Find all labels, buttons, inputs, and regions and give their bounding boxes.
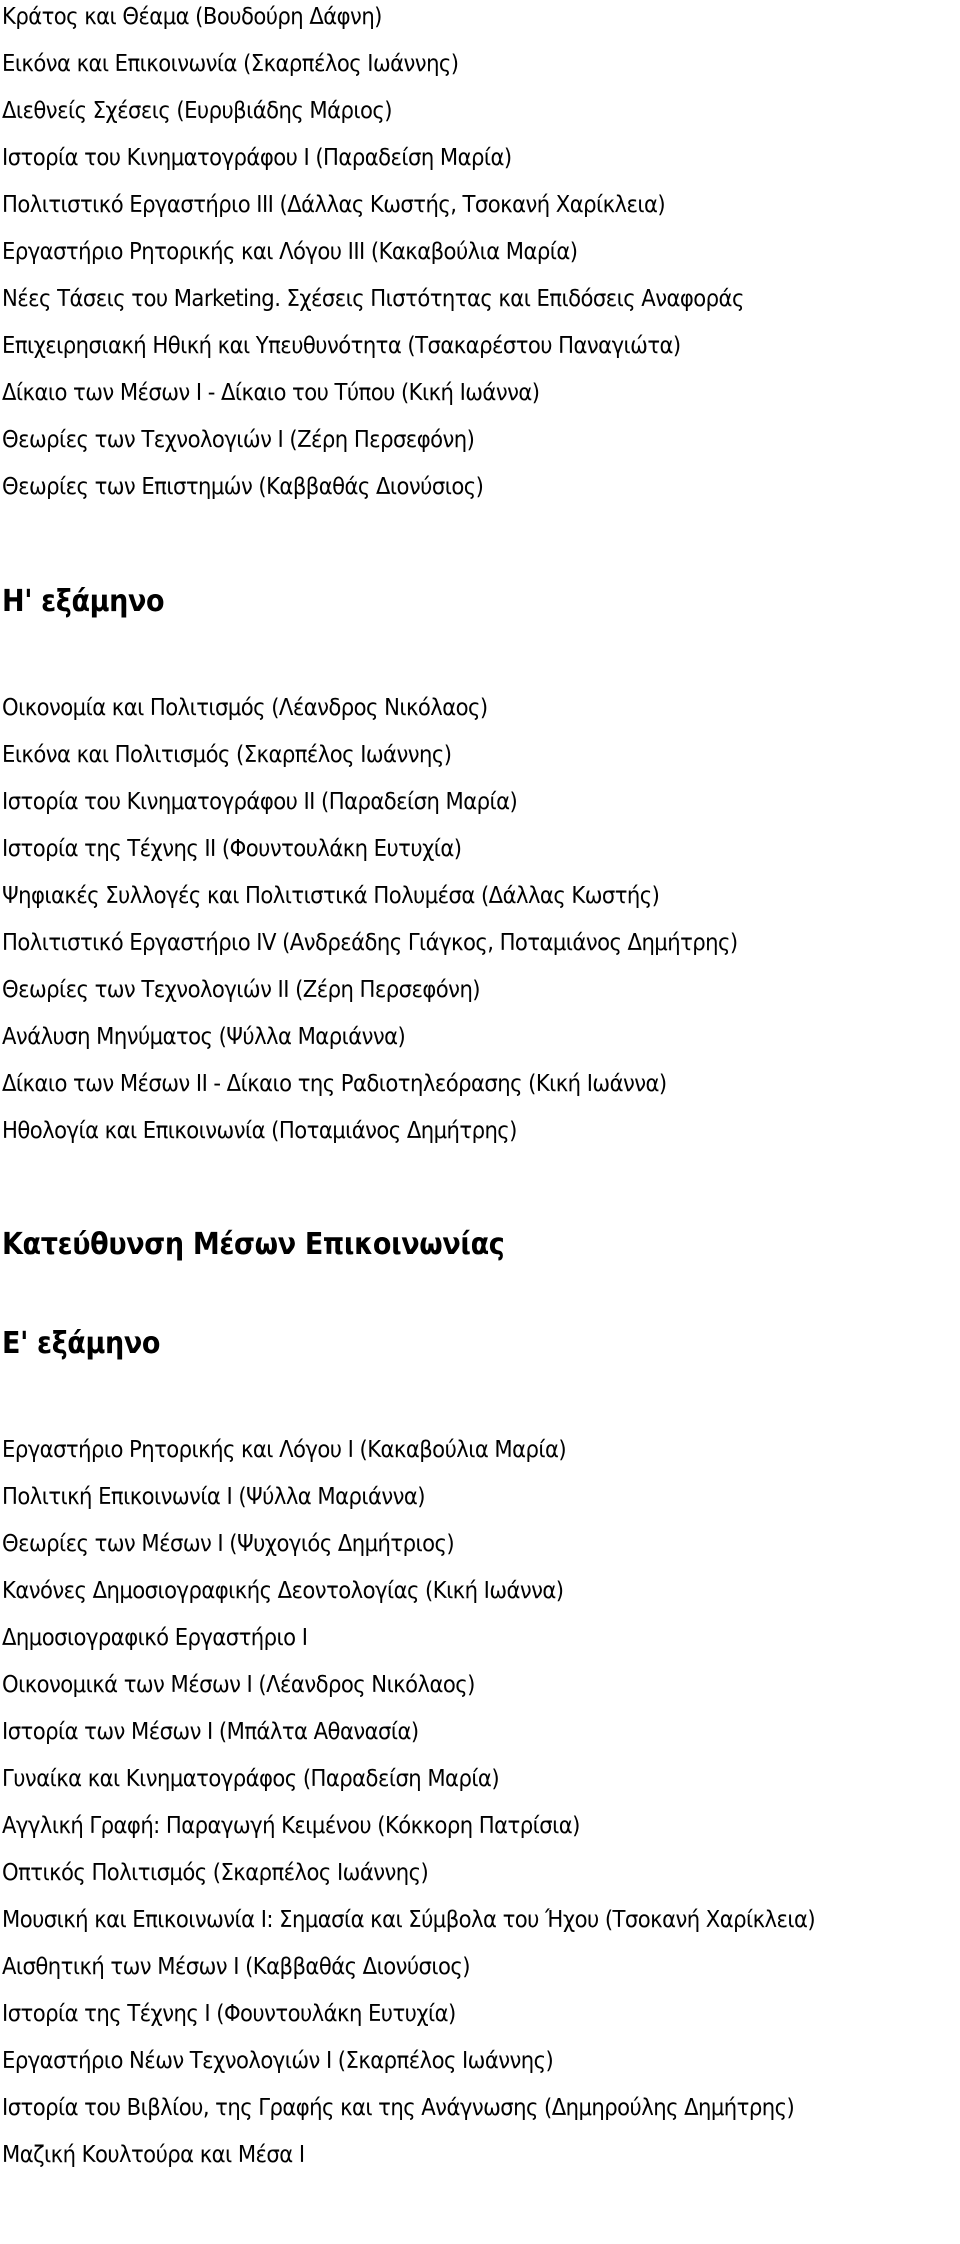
course-item: Ιστορία της Τέχνης ΙΙ (Φουντουλάκη Ευτυχία) [2, 836, 462, 862]
course-item: Πολιτιστικό Εργαστήριο IV (Ανδρεάδης Γιάγκος, Ποταμιάνος Δημήτρης) [2, 930, 738, 956]
course-item: Οικονομία και Πολιτισμός (Λέανδρος Νικόλαος) [2, 695, 488, 721]
course-item: Θεωρίες των Τεχνολογιών Ι (Ζέρη Περσεφόνη) [2, 427, 475, 453]
course-item: Επιχειρησιακή Ηθική και Υπευθυνότητα (Τσακαρέστου Παναγιώτα) [2, 333, 681, 359]
course-item: Ιστορία του Κινηματογράφου Ι (Παραδείση Μαρία) [2, 145, 512, 171]
course-item: Κανόνες Δημοσιογραφικής Δεοντολογίας (Κική Ιωάννα) [2, 1578, 564, 1604]
course-item: Γυναίκα και Κινηματογράφος (Παραδείση Μαρία) [2, 1766, 500, 1792]
semester-heading: Η' εξάμηνο [2, 584, 165, 619]
course-item: Εργαστήριο Ρητορικής και Λόγου Ι (Κακαβούλια Μαρία) [2, 1437, 567, 1463]
course-item: Ψηφιακές Συλλογές και Πολιτιστικά Πολυμέσα (Δάλλας Κωστής) [2, 883, 660, 909]
course-item: Εργαστήριο Νέων Τεχνολογιών Ι (Σκαρπέλος Ιωάννης) [2, 2048, 554, 2074]
course-item: Εργαστήριο Ρητορικής και Λόγου ΙΙΙ (Κακαβούλια Μαρία) [2, 239, 578, 265]
course-item: Εικόνα και Πολιτισμός (Σκαρπέλος Ιωάννης) [2, 742, 452, 768]
course-item: Ανάλυση Μηνύματος (Ψύλλα Μαριάννα) [2, 1024, 406, 1050]
course-item: Πολιτική Επικοινωνία Ι (Ψύλλα Μαριάννα) [2, 1484, 425, 1510]
course-item: Κράτος και Θέαμα (Βουδούρη Δάφνη) [2, 4, 382, 30]
course-item: Δίκαιο των Μέσων ΙΙ - Δίκαιο της Ραδιοτηλεόρασης (Κική Ιωάννα) [2, 1071, 667, 1097]
course-item: Πολιτιστικό Εργαστήριο ΙΙΙ (Δάλλας Κωστής, Τσοκανή Χαρίκλεια) [2, 192, 666, 218]
course-item: Μαζική Κουλτούρα και Μέσα Ι [2, 2142, 305, 2168]
track-heading: Κατεύθυνση Μέσων Επικοινωνίας [2, 1227, 505, 1262]
course-item: Οικονομικά των Μέσων Ι (Λέανδρος Νικόλαος) [2, 1672, 475, 1698]
course-item: Ιστορία του Κινηματογράφου ΙΙ (Παραδείση Μαρία) [2, 789, 518, 815]
course-item: Θεωρίες των Μέσων Ι (Ψυχογιός Δημήτριος) [2, 1531, 455, 1557]
course-item: Αγγλική Γραφή: Παραγωγή Κειμένου (Κόκκορη Πατρίσια) [2, 1813, 580, 1839]
course-item: Ιστορία της Τέχνης Ι (Φουντουλάκη Ευτυχία) [2, 2001, 456, 2027]
course-item: Ηθολογία και Επικοινωνία (Ποταμιάνος Δημήτρης) [2, 1118, 517, 1144]
course-item: Διεθνείς Σχέσεις (Ευρυβιάδης Μάριος) [2, 98, 392, 124]
course-item: Εικόνα και Επικοινωνία (Σκαρπέλος Ιωάννης) [2, 51, 459, 77]
course-item: Οπτικός Πολιτισμός (Σκαρπέλος Ιωάννης) [2, 1860, 429, 1886]
course-item: Θεωρίες των Τεχνολογιών ΙΙ (Ζέρη Περσεφόνη) [2, 977, 481, 1003]
course-item: Θεωρίες των Επιστημών (Καββαθάς Διονύσιος) [2, 474, 484, 500]
semester-heading: Ε' εξάμηνο [2, 1326, 161, 1361]
course-item: Ιστορία των Μέσων Ι (Μπάλτα Αθανασία) [2, 1719, 419, 1745]
course-item: Νέες Τάσεις του Marketing. Σχέσεις Πιστότητας και Επιδόσεις Αναφοράς [2, 286, 744, 312]
course-item: Δίκαιο των Μέσων Ι - Δίκαιο του Τύπου (Κική Ιωάννα) [2, 380, 540, 406]
course-item: Ιστορία του Βιβλίου, της Γραφής και της Ανάγνωσης (Δημηρούλης Δημήτρης) [2, 2095, 795, 2121]
course-item: Μουσική και Επικοινωνία Ι: Σημασία και Σύμβολα του Ήχου (Τσοκανή Χαρίκλεια) [2, 1907, 816, 1933]
course-item: Αισθητική των Μέσων Ι (Καββαθάς Διονύσιος) [2, 1954, 470, 1980]
course-item: Δημοσιογραφικό Εργαστήριο Ι [2, 1625, 308, 1651]
